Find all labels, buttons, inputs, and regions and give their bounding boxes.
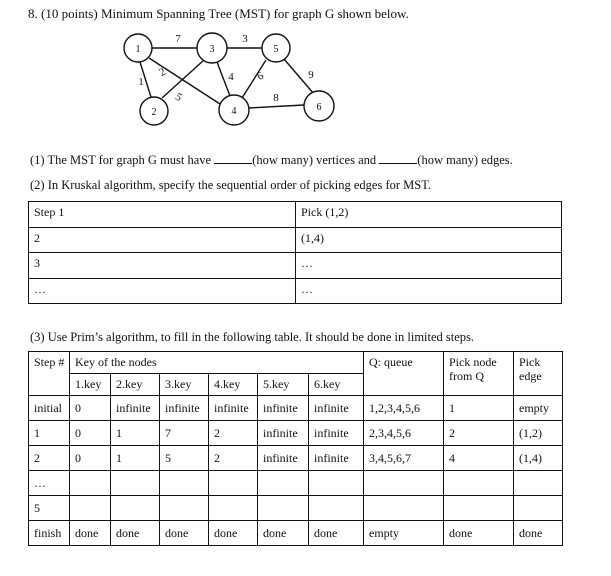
kruskal-table bbox=[28, 201, 562, 304]
cell-pick-node: done bbox=[444, 521, 514, 546]
kruskal-pick: (1,4) bbox=[296, 227, 562, 253]
weight-1-2: 1 bbox=[138, 76, 144, 88]
cell-pick-edge: empty bbox=[514, 396, 563, 421]
table-header-row bbox=[29, 352, 563, 374]
cell-step: 1 bbox=[29, 421, 70, 446]
cell-key-1 bbox=[70, 496, 111, 521]
cell-key-5 bbox=[258, 496, 309, 521]
vertices-blank[interactable] bbox=[214, 154, 252, 164]
node-label-5: 5 bbox=[273, 44, 279, 55]
cell-key-6: infinite bbox=[309, 421, 364, 446]
table-row bbox=[29, 202, 562, 228]
cell-key-2 bbox=[111, 496, 160, 521]
q1-text-c: (how many) edges. bbox=[417, 153, 513, 167]
cell-key-5: infinite bbox=[258, 446, 309, 471]
header-key: 4.key bbox=[209, 374, 258, 396]
cell-pick-edge bbox=[514, 471, 563, 496]
cell-key-6: done bbox=[309, 521, 364, 546]
table-row bbox=[29, 521, 563, 546]
node-label-6: 6 bbox=[316, 102, 322, 113]
cell-step: … bbox=[29, 471, 70, 496]
cell-key-1: done bbox=[70, 521, 111, 546]
kruskal-pick: … bbox=[296, 278, 562, 304]
cell-pick-node: 2 bbox=[444, 421, 514, 446]
weight-1-3: 7 bbox=[175, 33, 181, 45]
cell-queue bbox=[364, 471, 444, 496]
prim-table bbox=[28, 351, 563, 546]
cell-key-4: done bbox=[209, 521, 258, 546]
cell-key-3: infinite bbox=[160, 396, 209, 421]
weight-4-6: 8 bbox=[273, 92, 279, 104]
cell-key-2: 1 bbox=[111, 446, 160, 471]
cell-queue: 3,4,5,6,7 bbox=[364, 446, 444, 471]
cell-key-5: infinite bbox=[258, 396, 309, 421]
cell-step: 5 bbox=[29, 496, 70, 521]
cell-key-4 bbox=[209, 471, 258, 496]
header-key: 1.key bbox=[70, 374, 111, 396]
kruskal-step: Step 1 bbox=[29, 202, 296, 228]
table-row bbox=[29, 253, 562, 279]
cell-pick-edge: (1,2) bbox=[514, 421, 563, 446]
cell-key-1: 0 bbox=[70, 446, 111, 471]
cell-key-3: 5 bbox=[160, 446, 209, 471]
q1-text-a: (1) The MST for graph G must have bbox=[30, 153, 215, 167]
kruskal-pick: … bbox=[296, 253, 562, 279]
cell-key-6: infinite bbox=[309, 446, 364, 471]
problem-title: 8. (10 points) Minimum Spanning Tree (MST) for graph G shown below. bbox=[28, 6, 409, 21]
header-pick-node: Pick node from Q bbox=[444, 352, 514, 396]
cell-key-3 bbox=[160, 471, 209, 496]
cell-pick-edge bbox=[514, 496, 563, 521]
cell-key-2: done bbox=[111, 521, 160, 546]
cell-key-4 bbox=[209, 496, 258, 521]
cell-key-6 bbox=[309, 496, 364, 521]
node-label-2: 2 bbox=[151, 107, 157, 118]
node-label-3: 3 bbox=[209, 44, 215, 55]
cell-key-6: infinite bbox=[309, 396, 364, 421]
weight-1-4: 5 bbox=[173, 90, 184, 104]
table-row bbox=[29, 496, 563, 521]
q1-text-b: (how many) vertices and bbox=[252, 153, 380, 167]
table-row bbox=[29, 278, 562, 304]
header-step: Step # bbox=[29, 352, 70, 396]
table-row bbox=[29, 471, 563, 496]
question-3: (3) Use Prim’s algorithm, to fill in the following table. It should be done in limited steps. bbox=[30, 330, 475, 344]
question-2: (2) In Kruskal algorithm, specify the sequential order of picking edges for MST. bbox=[30, 178, 432, 192]
edges-blank[interactable] bbox=[379, 154, 417, 164]
cell-key-1 bbox=[70, 471, 111, 496]
kruskal-pick: Pick (1,2) bbox=[296, 202, 562, 228]
cell-key-3: done bbox=[160, 521, 209, 546]
cell-pick-node: 4 bbox=[444, 446, 514, 471]
weight-5-6: 9 bbox=[308, 69, 314, 81]
table-row bbox=[29, 446, 563, 471]
cell-key-4: 2 bbox=[209, 446, 258, 471]
kruskal-step: 2 bbox=[29, 227, 296, 253]
weight-5-4: 6 bbox=[255, 69, 266, 83]
cell-key-5: done bbox=[258, 521, 309, 546]
header-pick-edge: Pick edge bbox=[514, 352, 563, 396]
weight-2-3: 2 bbox=[157, 65, 168, 79]
header-key: 3.key bbox=[160, 374, 209, 396]
cell-step: finish bbox=[29, 521, 70, 546]
edge-4-6 bbox=[249, 105, 304, 108]
header-queue: Q: queue bbox=[364, 352, 444, 396]
cell-key-5: infinite bbox=[258, 421, 309, 446]
cell-key-4: infinite bbox=[209, 396, 258, 421]
cell-pick-node: 1 bbox=[444, 396, 514, 421]
kruskal-step: 3 bbox=[29, 253, 296, 279]
cell-queue bbox=[364, 496, 444, 521]
header-key: 6.key bbox=[309, 374, 364, 396]
table-row bbox=[29, 227, 562, 253]
weight-3-5: 3 bbox=[242, 33, 248, 45]
cell-pick-edge: done bbox=[514, 521, 563, 546]
question-1 bbox=[30, 153, 513, 168]
cell-queue: 1,2,3,4,5,6 bbox=[364, 396, 444, 421]
header-key: 2.key bbox=[111, 374, 160, 396]
cell-queue: empty bbox=[364, 521, 444, 546]
header-key: 5.key bbox=[258, 374, 309, 396]
cell-pick-edge: (1,4) bbox=[514, 446, 563, 471]
graph-g bbox=[0, 0, 611, 150]
edge-1-4 bbox=[149, 58, 220, 104]
table-row bbox=[29, 421, 563, 446]
table-row bbox=[29, 396, 563, 421]
cell-key-1: 0 bbox=[70, 421, 111, 446]
kruskal-step: … bbox=[29, 278, 296, 304]
cell-key-2: 1 bbox=[111, 421, 160, 446]
cell-key-3 bbox=[160, 496, 209, 521]
cell-key-6 bbox=[309, 471, 364, 496]
node-label-1: 1 bbox=[135, 44, 141, 55]
header-keys: Key of the nodes bbox=[70, 352, 364, 374]
cell-key-3: 7 bbox=[160, 421, 209, 446]
cell-key-5 bbox=[258, 471, 309, 496]
cell-key-2 bbox=[111, 471, 160, 496]
weight-3-4: 4 bbox=[228, 71, 234, 83]
cell-pick-node bbox=[444, 496, 514, 521]
cell-pick-node bbox=[444, 471, 514, 496]
cell-key-4: 2 bbox=[209, 421, 258, 446]
cell-queue: 2,3,4,5,6 bbox=[364, 421, 444, 446]
cell-step: 2 bbox=[29, 446, 70, 471]
cell-key-1: 0 bbox=[70, 396, 111, 421]
cell-step: initial bbox=[29, 396, 70, 421]
cell-key-2: infinite bbox=[111, 396, 160, 421]
node-label-4: 4 bbox=[231, 106, 237, 117]
